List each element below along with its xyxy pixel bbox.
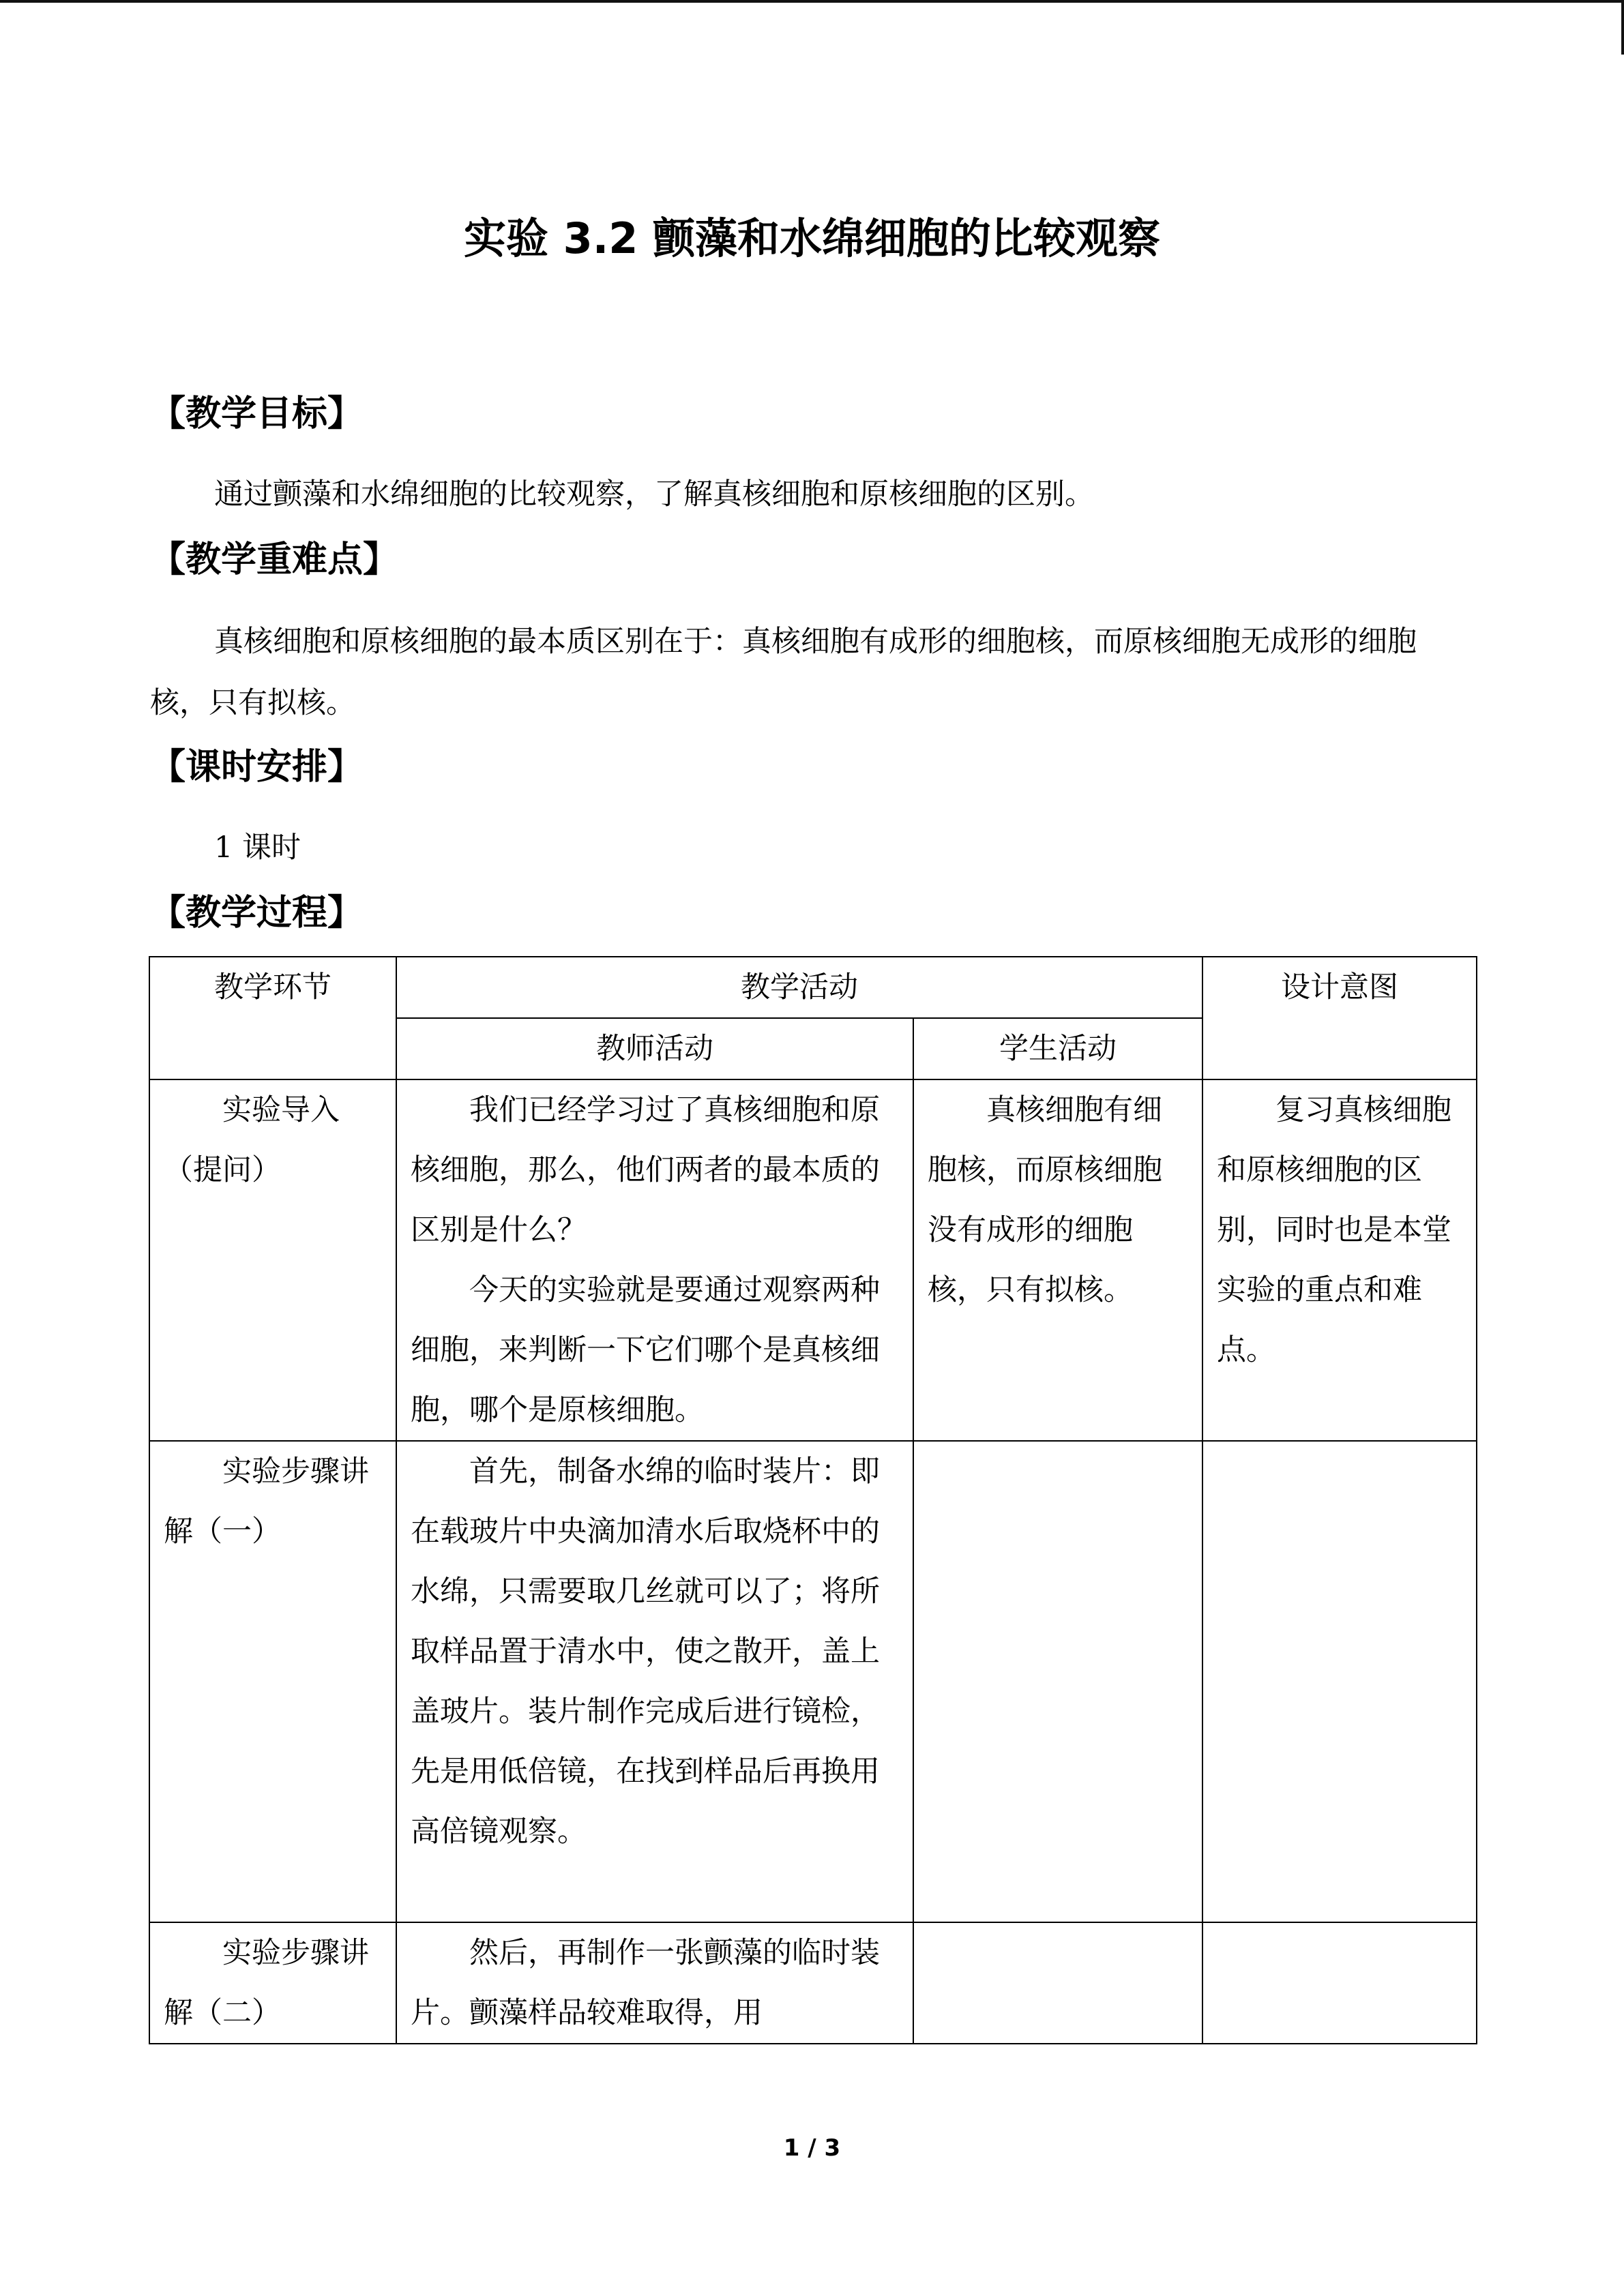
row-1-student: 真核细胞有细胞核，而原核细胞没有成形的细胞核，只有拟核。	[913, 1079, 1202, 1441]
header-intent: 设计意图	[1202, 957, 1477, 1079]
heading-process: 【教学过程】	[150, 893, 364, 934]
row-2-teacher-para-1: 首先，制备水绵的临时装片：即在载玻片中央滴加清水后取烧杯中的水绵，只需要取几丝就可以了；将所取样品置于清水中，使之散开，盖上盖玻片。装片制作完成后进行镜检，先是用低倍镜，在找到样品后再换用高倍镜观察。	[411, 1455, 880, 1849]
row-3-teacher-para-1: 然后，再制作一张颤藻的临时装片。颤藻样品较难取得，用	[411, 1936, 880, 2030]
row-3-stage: 实验步骤讲解（二）	[149, 1922, 396, 2044]
page-number: 1 / 3	[783, 2134, 841, 2162]
heading-schedule: 【课时安排】	[150, 747, 364, 788]
heading-objective: 【教学目标】	[150, 393, 364, 434]
schedule-text	[150, 817, 1473, 878]
page-right-border	[1621, 0, 1624, 55]
lesson-process-table	[149, 956, 1477, 2044]
header-student: 学生活动	[913, 1018, 1202, 1079]
objective-text-content: 通过颤藻和水绵细胞的比较观察，了解真核细胞和原核细胞的区别。	[214, 477, 1094, 511]
row-2-teacher	[396, 1441, 913, 1922]
row-1-stage: 实验导入（提问）	[149, 1079, 396, 1441]
table-header-row	[149, 957, 1477, 1018]
objective-text	[150, 464, 1473, 525]
row-3-intent	[1202, 1922, 1477, 2044]
row-1-intent: 复习真核细胞和原核细胞的区别，同时也是本堂实验的重点和难点。	[1202, 1079, 1477, 1441]
row-1-teacher-para-1: 我们已经学习过了真核细胞和原核细胞，那么，他们两者的最本质的区别是什么？	[411, 1093, 880, 1247]
header-stage: 教学环节	[149, 957, 396, 1079]
header-activity: 教学活动	[396, 957, 1202, 1018]
key-points-text	[150, 611, 1473, 734]
row-3-teacher	[396, 1922, 913, 2044]
row-2-stage: 实验步骤讲解（一）	[149, 1441, 396, 1922]
schedule-text-content: 1 课时	[214, 831, 301, 865]
key-points-text-content: 真核细胞和原核细胞的最本质区别在于：真核细胞有成形的细胞核，而原核细胞无成形的细胞核，只有拟核。	[150, 625, 1417, 720]
table-row	[149, 1922, 1477, 2044]
page-top-border	[0, 0, 1624, 3]
header-teacher: 教师活动	[396, 1018, 913, 1079]
row-1-teacher-para-2: 今天的实验就是要通过观察两种细胞，来判断一下它们哪个是真核细胞，哪个是原核细胞。	[411, 1273, 880, 1427]
row-3-student	[913, 1922, 1202, 2044]
heading-key-points: 【教学重难点】	[150, 539, 399, 580]
table-row	[149, 1079, 1477, 1441]
row-2-intent	[1202, 1441, 1477, 1922]
table-row	[149, 1441, 1477, 1922]
document-title: 实验 3.2 颤藻和水绵细胞的比较观察	[463, 213, 1160, 263]
row-2-student	[913, 1441, 1202, 1922]
row-1-teacher	[396, 1079, 913, 1441]
